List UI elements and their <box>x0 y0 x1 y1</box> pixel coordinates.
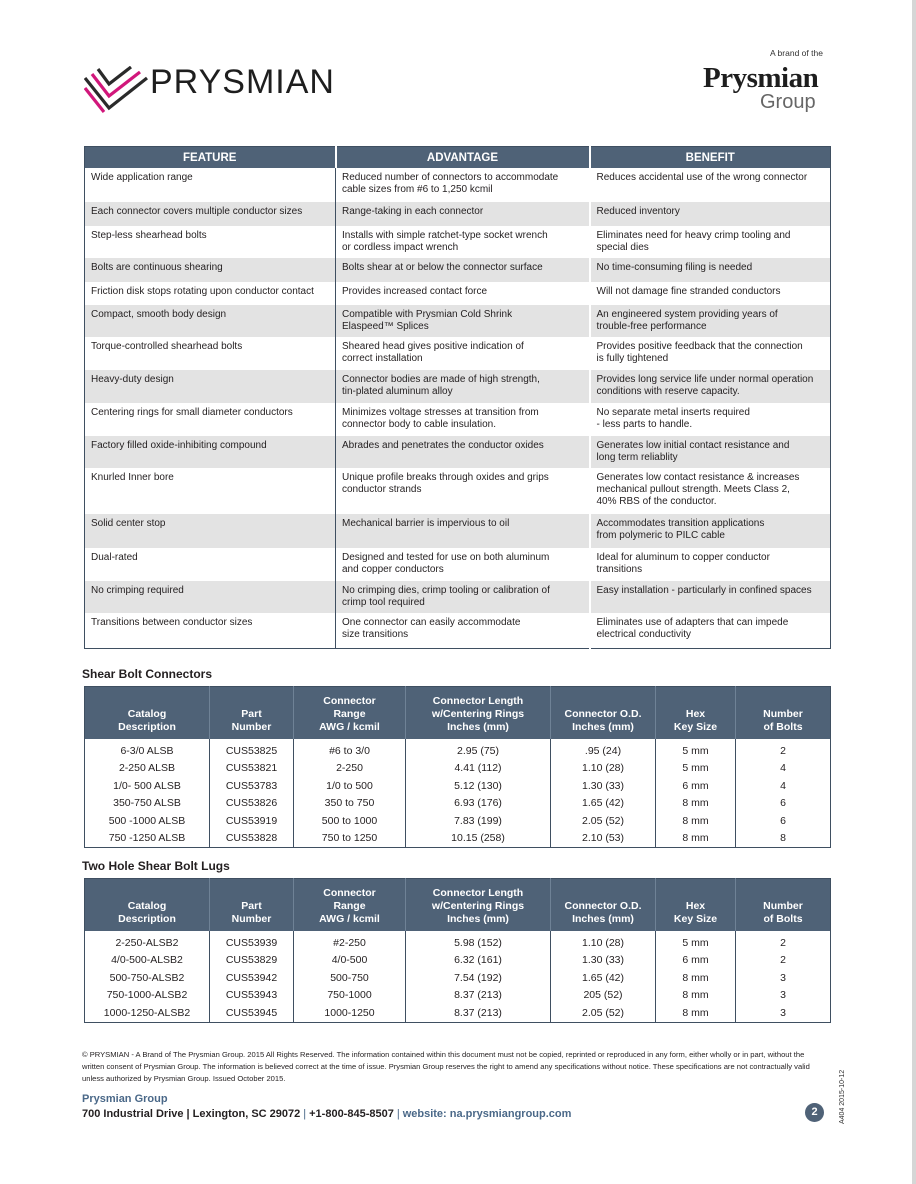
table-row <box>85 931 831 952</box>
cell-line: trouble-free performance <box>596 321 707 332</box>
header-line: of Bolts <box>763 913 803 925</box>
table-row <box>85 952 831 970</box>
table-cell: 500-750 <box>294 969 406 987</box>
table-cell: CUS53943 <box>210 987 294 1005</box>
header-line: Hex <box>685 900 706 912</box>
footer-website-link[interactable]: website: na.prysmiangroup.com <box>402 1108 572 1120</box>
cell-line: long term reliablity <box>596 452 678 463</box>
table-cell: CUS53826 <box>210 795 294 813</box>
spec-col-header <box>85 687 210 740</box>
table-cell: 1/0 to 500 <box>294 777 406 795</box>
benefit-cell <box>590 282 831 305</box>
advantage-cell <box>336 468 590 514</box>
cell-line: Each connector covers multiple conductor sizes <box>91 206 303 217</box>
spec-col-header <box>656 687 736 740</box>
table-cell: 2 <box>736 931 831 952</box>
feature-cell <box>85 468 336 514</box>
table-cell: CUS53783 <box>210 777 294 795</box>
table-row <box>85 812 831 830</box>
table-cell: 8 mm <box>656 830 736 848</box>
cell-line: Reduced number of connectors to accommodate <box>342 172 559 183</box>
feature-cell <box>85 403 336 436</box>
cell-line: Bolts are continuous shearing <box>91 262 223 273</box>
cell-line: An engineered system providing years of <box>596 309 778 320</box>
cell-line: mechanical pullout strength. Meets Class 2, <box>596 484 790 495</box>
benefit-cell <box>590 370 831 403</box>
benefit-cell <box>590 202 831 226</box>
cell-line: Centering rings for small diameter conductors <box>91 407 293 418</box>
advantage-cell <box>336 370 590 403</box>
table-cell: 8 mm <box>656 969 736 987</box>
cell-line: conductor strands <box>342 484 422 495</box>
table-cell: CUS53825 <box>210 739 294 760</box>
cell-line: Range-taking in each connector <box>342 206 484 217</box>
spec-col-header <box>406 879 551 932</box>
cell-line: Installs with simple ratchet-type socket wrench <box>342 230 548 241</box>
table-cell: #6 to 3/0 <box>294 739 406 760</box>
table-cell: 2-250-ALSB2 <box>115 936 179 949</box>
feature-row <box>85 613 831 648</box>
feature-row <box>85 226 831 258</box>
header-line: Number <box>231 721 272 733</box>
feature-cell <box>85 514 336 548</box>
table-row <box>85 795 831 813</box>
cell-line: or cordless impact wrench <box>342 242 459 253</box>
table-cell: 7.83 (199) <box>406 812 551 830</box>
table-cell: 2 <box>736 739 831 760</box>
footer-contact: 700 Industrial Drive | Lexington, SC 29072 | +1-800-845-8507 | website: na.prysmiangroup.com <box>82 1108 572 1120</box>
cell-line: Torque-controlled shearhead bolts <box>91 341 243 352</box>
cell-line: and copper conductors <box>342 564 444 575</box>
feature-cell <box>85 613 336 648</box>
advantage-cell <box>336 202 590 226</box>
feature-cell <box>85 337 336 370</box>
cell-line: - less parts to handle. <box>596 419 693 430</box>
feature-row <box>85 403 831 436</box>
feature-row <box>85 581 831 613</box>
table-cell: 750-1000-ALSB2 <box>106 989 188 1002</box>
header-line: Range <box>333 900 366 912</box>
spec-col-header <box>736 879 831 932</box>
cell-line: Compact, smooth body design <box>91 309 227 320</box>
cell-line: transitions <box>596 564 643 575</box>
header-line: Hex <box>685 708 706 720</box>
benefit-cell <box>590 468 831 514</box>
table-cell: 4/0-500 <box>294 952 406 970</box>
header-line: Connector <box>323 695 376 707</box>
table-cell: CUS53828 <box>210 830 294 848</box>
table-cell: 4/0-500-ALSB2 <box>111 954 183 967</box>
shear-bolt-connectors-table <box>84 686 831 848</box>
table-cell: 7.54 (192) <box>406 969 551 987</box>
cell-line: Easy installation - particularly in confined spaces <box>596 585 812 596</box>
feature-row <box>85 514 831 548</box>
cell-line: No crimping dies, crimp tooling or calibration of <box>342 585 550 596</box>
table-cell: 1.10 (28) <box>551 931 656 952</box>
table-cell: 4 <box>736 777 831 795</box>
spec-col-header <box>294 879 406 932</box>
cell-line: connector body to cable insulation. <box>342 419 496 430</box>
footer-address: 700 Industrial Drive | Lexington, SC 29072 <box>82 1108 301 1120</box>
table-row <box>85 760 831 778</box>
cell-line: Friction disk stops rotating upon conductor contact <box>91 286 314 297</box>
table-row <box>85 739 831 760</box>
cell-line: Provides long service life under normal operation <box>596 374 814 385</box>
benefit-cell <box>590 305 831 337</box>
table-cell: 350-750 ALSB <box>113 797 181 810</box>
feature-cell <box>85 202 336 226</box>
feature-row <box>85 305 831 337</box>
table-cell: .95 (24) <box>551 739 656 760</box>
cell-line: Mechanical barrier is impervious to oil <box>342 518 510 529</box>
header-line: Description <box>118 721 176 733</box>
cell-line: Unique profile breaks through oxides and grips <box>342 472 549 483</box>
cell-line: from polymeric to PILC cable <box>596 530 725 541</box>
header-line: Inches (mm) <box>572 913 634 925</box>
table-cell: 1.65 (42) <box>551 795 656 813</box>
table-cell: 5 mm <box>656 739 736 760</box>
footer-company: Prysmian Group <box>82 1093 168 1105</box>
advantage-cell <box>336 305 590 337</box>
header-line: Part <box>241 708 262 720</box>
cell-line: One connector can easily accommodate <box>342 617 521 628</box>
benefit-cell <box>590 514 831 548</box>
table-cell: 5.12 (130) <box>406 777 551 795</box>
table-cell: 500 to 1000 <box>294 812 406 830</box>
header-line: Description <box>118 913 176 925</box>
legal-notice: © PRYSMIAN - A Brand of The Prysmian Group. 2015 All Rights Reserved. The information contained within this document must not be copied, reprinted or reproduced in any form, either wholly or in part, without the written consent of Prysmian Group. The information is believed correct at the time of issue. Prysmian Group reserves the right to amend any specifications without notice. These specifications are not contractually valid unless authorized by Prysmian Group. Issued October 2015. <box>82 1050 810 1083</box>
spec-col-header <box>210 879 294 932</box>
shear-bolt-connectors-title: Shear Bolt Connectors <box>82 667 213 681</box>
advantage-cell <box>336 613 590 648</box>
benefit-cell <box>590 226 831 258</box>
table-cell: 8 mm <box>656 795 736 813</box>
feature-cell <box>85 168 336 202</box>
table-cell: 2.05 (52) <box>551 812 656 830</box>
table-cell: 8 mm <box>656 812 736 830</box>
cell-line: Wide application range <box>91 172 193 183</box>
page-number: 2 <box>805 1103 824 1122</box>
header-line: Inches (mm) <box>447 913 509 925</box>
table-cell: 4 <box>736 760 831 778</box>
table-cell: 8 <box>736 830 831 848</box>
table-cell: #2-250 <box>294 931 406 952</box>
table-cell: 8 mm <box>656 987 736 1005</box>
benefit-cell <box>590 258 831 282</box>
advantage-cell <box>336 258 590 282</box>
cell-line: tin-plated aluminum alloy <box>342 386 453 397</box>
feature-cell <box>85 258 336 282</box>
cell-line: Ideal for aluminum to copper conductor <box>596 552 770 563</box>
col-header-feature: FEATURE <box>85 147 336 169</box>
cell-line: Reduced inventory <box>596 206 680 217</box>
table-cell: 2-250 ALSB <box>118 762 176 775</box>
brand-name: Prysmian <box>703 62 819 94</box>
table-cell: CUS53945 <box>210 1004 294 1022</box>
table-cell: 1000-1250 <box>294 1004 406 1022</box>
table-cell: 350 to 750 <box>294 795 406 813</box>
table-cell: 1.65 (42) <box>551 969 656 987</box>
cell-line: No separate metal inserts required <box>596 407 750 418</box>
cell-line: Eliminates need for heavy crimp tooling and <box>596 230 791 241</box>
cell-line: No time-consuming filing is needed <box>596 262 753 273</box>
table-cell: 2.95 (75) <box>406 739 551 760</box>
table-cell: 1000-1250-ALSB2 <box>103 1006 191 1019</box>
document-code: A404 2015-10-12 <box>839 1069 846 1124</box>
table-cell: 2-250 <box>294 760 406 778</box>
advantage-cell <box>336 282 590 305</box>
table-cell: 5.98 (152) <box>406 931 551 952</box>
table-cell: 4.41 (112) <box>406 760 551 778</box>
benefit-cell <box>590 436 831 468</box>
header-line: AWG / kcmil <box>319 721 380 733</box>
header-line: Part <box>241 900 262 912</box>
logo-wordmark: PRYSMIAN <box>150 63 335 101</box>
table-row <box>85 987 831 1005</box>
table-cell: 1.30 (33) <box>551 777 656 795</box>
two-hole-lugs-table <box>84 878 831 1023</box>
cell-line: Generates low initial contact resistance and <box>596 440 790 451</box>
feature-cell <box>85 581 336 613</box>
feature-row <box>85 370 831 403</box>
header-line: Connector Length <box>432 887 524 899</box>
cell-line: cable sizes from #6 to 1,250 kcmil <box>342 184 493 195</box>
cell-line: Knurled Inner bore <box>91 472 174 483</box>
header-line: Inches (mm) <box>572 721 634 733</box>
feature-table-header <box>85 147 831 169</box>
header-line: Inches (mm) <box>447 721 509 733</box>
feature-row <box>85 468 831 514</box>
cell-line: Reduces accidental use of the wrong connector <box>596 172 808 183</box>
spec-col-header <box>736 687 831 740</box>
table-row <box>85 969 831 987</box>
header-line: Connector Length <box>432 695 524 707</box>
benefit-cell <box>590 403 831 436</box>
benefit-cell <box>590 613 831 648</box>
cell-line: Provides increased contact force <box>342 286 488 297</box>
advantage-cell <box>336 168 590 202</box>
feature-row <box>85 258 831 282</box>
header-line: Connector O.D. <box>564 708 642 720</box>
spec-col-header <box>551 687 656 740</box>
cell-line: is fully tightened <box>596 353 669 364</box>
table-cell: 2.10 (53) <box>551 830 656 848</box>
cell-line: size transitions <box>342 629 409 640</box>
benefit-cell <box>590 548 831 581</box>
cell-line: Accommodates transition applications <box>596 518 765 529</box>
header-line: w/Centering Rings <box>431 900 525 912</box>
table-cell: 2.05 (52) <box>551 1004 656 1022</box>
cell-line: Bolts shear at or below the connector surface <box>342 262 543 273</box>
table-cell: 750 -1250 ALSB <box>108 832 186 845</box>
table-cell: 1/0- 500 ALSB <box>113 779 181 792</box>
cell-line: Minimizes voltage stresses at transition from <box>342 407 539 418</box>
cell-line: Solid center stop <box>91 518 166 529</box>
cell-line: Transitions between conductor sizes <box>91 617 253 628</box>
advantage-cell <box>336 226 590 258</box>
feature-cell <box>85 548 336 581</box>
prysmian-logo-icon <box>84 66 148 114</box>
feature-row <box>85 548 831 581</box>
spec-col-header <box>210 687 294 740</box>
feature-cell <box>85 282 336 305</box>
table-cell: 8.37 (213) <box>406 1004 551 1022</box>
feature-cell <box>85 226 336 258</box>
header-line: Number <box>231 913 272 925</box>
brand-of-label: A brand of the <box>770 48 823 58</box>
cell-line: electrical conductivity <box>596 629 691 640</box>
cell-line: Heavy-duty design <box>91 374 174 385</box>
table-cell: 3 <box>736 1004 831 1022</box>
table-cell: 6 mm <box>656 777 736 795</box>
spec-col-header <box>85 879 210 932</box>
header-line: Key Size <box>673 721 718 733</box>
cell-line: correct installation <box>342 353 423 364</box>
table-cell: 6.32 (161) <box>406 952 551 970</box>
feature-row <box>85 436 831 468</box>
header-line: Catalog <box>127 900 167 912</box>
spec-header-row <box>85 687 831 740</box>
cell-line: Will not damage fine stranded conductors <box>596 286 781 297</box>
table-cell: 6-3/0 ALSB <box>120 744 174 757</box>
cell-line: No crimping required <box>91 585 184 596</box>
cell-line: Factory filled oxide-inhibiting compound <box>91 440 267 451</box>
table-row <box>85 777 831 795</box>
cell-line: Dual-rated <box>91 552 138 563</box>
feature-cell <box>85 305 336 337</box>
table-cell: 205 (52) <box>551 987 656 1005</box>
advantage-cell <box>336 403 590 436</box>
footer-phone: +1-800-845-8507 <box>309 1108 394 1120</box>
col-header-advantage: ADVANTAGE <box>336 147 590 169</box>
header-line: AWG / kcmil <box>319 913 380 925</box>
spec-col-header <box>294 687 406 740</box>
advantage-cell <box>336 337 590 370</box>
feature-row <box>85 202 831 226</box>
cell-line: Sheared head gives positive indication of <box>342 341 524 352</box>
feature-table <box>84 146 831 649</box>
table-row <box>85 1004 831 1022</box>
cell-line: Designed and tested for use on both aluminum <box>342 552 550 563</box>
cell-line: Compatible with Prysmian Cold Shrink <box>342 309 513 320</box>
table-cell: CUS53942 <box>210 969 294 987</box>
advantage-cell <box>336 436 590 468</box>
table-cell: CUS53821 <box>210 760 294 778</box>
table-cell: CUS53919 <box>210 812 294 830</box>
cell-line: Generates low contact resistance & increases <box>596 472 800 483</box>
feature-cell <box>85 436 336 468</box>
table-cell: 3 <box>736 987 831 1005</box>
feature-row <box>85 168 831 202</box>
header-line: Number <box>763 900 803 912</box>
advantage-cell <box>336 514 590 548</box>
benefit-cell <box>590 581 831 613</box>
table-cell: 750 to 1250 <box>294 830 406 848</box>
table-cell: 2 <box>736 952 831 970</box>
table-cell: 1.10 (28) <box>551 760 656 778</box>
table-cell: 5 mm <box>656 760 736 778</box>
cell-line: Step-less shearhead bolts <box>91 230 207 241</box>
benefit-cell <box>590 337 831 370</box>
spec-header-row <box>85 879 831 932</box>
header-line: Key Size <box>673 913 718 925</box>
feature-cell <box>85 370 336 403</box>
header-line: of Bolts <box>763 721 803 733</box>
table-cell: 6 mm <box>656 952 736 970</box>
two-hole-lugs-title: Two Hole Shear Bolt Lugs <box>82 859 230 873</box>
cell-line: Eliminates use of adapters that can impede <box>596 617 789 628</box>
advantage-cell <box>336 548 590 581</box>
benefit-cell <box>590 168 831 202</box>
spec-col-header <box>656 879 736 932</box>
advantage-cell <box>336 581 590 613</box>
spec-col-header <box>551 879 656 932</box>
feature-row <box>85 337 831 370</box>
header-line: Range <box>333 708 366 720</box>
cell-line: crimp tool required <box>342 597 425 608</box>
cell-line: Abrades and penetrates the conductor oxides <box>342 440 544 451</box>
table-row <box>85 830 831 848</box>
table-cell: 6 <box>736 795 831 813</box>
table-cell: 6.93 (176) <box>406 795 551 813</box>
header-line: Connector <box>323 887 376 899</box>
brand-group: Group <box>760 91 816 113</box>
cell-line: Connector bodies are made of high strength, <box>342 374 540 385</box>
table-cell: 500 -1000 ALSB <box>108 814 186 827</box>
page-edge <box>912 0 916 1184</box>
col-header-benefit: BENEFIT <box>590 147 831 169</box>
table-cell: 500-750-ALSB2 <box>109 971 185 984</box>
cell-line: Elaspeed™ Splices <box>342 321 429 332</box>
table-cell: CUS53939 <box>210 931 294 952</box>
table-cell: 8.37 (213) <box>406 987 551 1005</box>
cell-line: special dies <box>596 242 649 253</box>
header-line: Number <box>763 708 803 720</box>
header-line: w/Centering Rings <box>431 708 525 720</box>
table-cell: CUS53829 <box>210 952 294 970</box>
cell-line: conditions with reserve capacity. <box>596 386 740 397</box>
table-cell: 8 mm <box>656 1004 736 1022</box>
table-cell: 10.15 (258) <box>406 830 551 848</box>
spec-col-header <box>406 687 551 740</box>
cell-line: Provides positive feedback that the connection <box>596 341 803 352</box>
header-line: Connector O.D. <box>564 900 642 912</box>
header-line: Catalog <box>127 708 167 720</box>
table-cell: 6 <box>736 812 831 830</box>
table-cell: 750-1000 <box>294 987 406 1005</box>
table-cell: 3 <box>736 969 831 987</box>
feature-row <box>85 282 831 305</box>
table-cell: 5 mm <box>656 931 736 952</box>
table-cell: 1.30 (33) <box>551 952 656 970</box>
cell-line: 40% RBS of the conductor. <box>596 496 717 507</box>
